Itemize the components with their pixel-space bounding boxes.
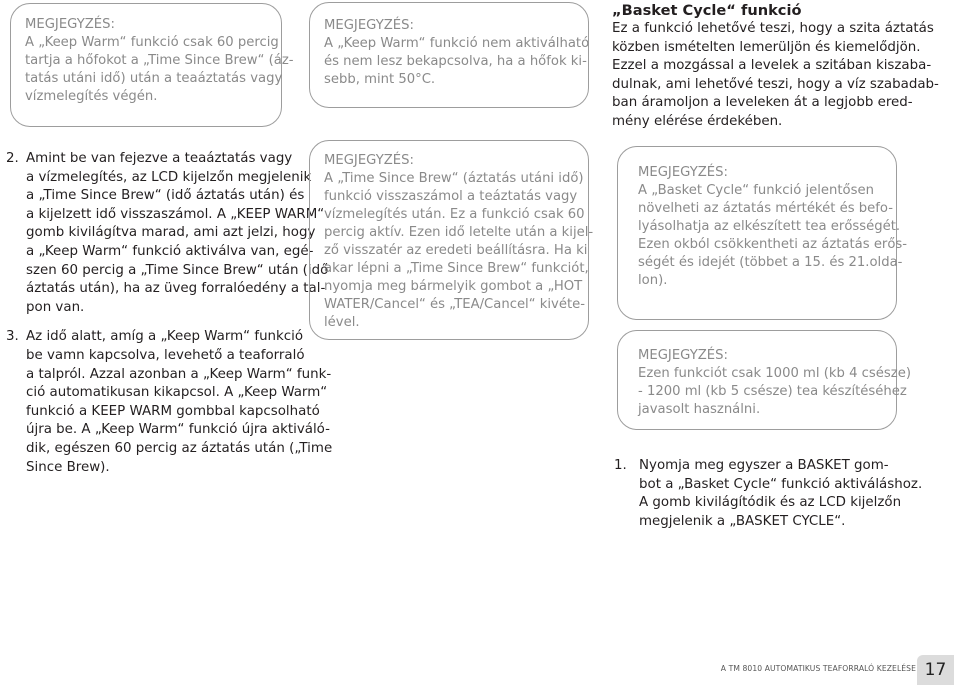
page-number-text: 17 bbox=[924, 660, 947, 680]
step-line: a vízmelegítés, az LCD kijelzőn megjelenik bbox=[26, 169, 312, 185]
step-number: 2. bbox=[6, 151, 19, 166]
step-line: ció automatikusan kikapcsol. A „Keep Warm“ bbox=[26, 385, 328, 401]
step-number: 3. bbox=[6, 329, 19, 345]
step-line: Since Brew). bbox=[26, 459, 110, 475]
note-line: ző visszatér az eredeti beállításra. Ha ki bbox=[324, 243, 588, 258]
step-line: pon van. bbox=[26, 299, 85, 315]
basket-cycle-title: „Basket Cycle“ funkció bbox=[612, 2, 802, 19]
step-line: A gomb kivilágítódik és az LCD kijelzőn bbox=[639, 495, 902, 511]
note-box-time-since-brew bbox=[309, 140, 594, 340]
note-line: - 1200 ml (kb 5 csésze) tea készítéséhez bbox=[638, 384, 907, 399]
note-box-basket-strength bbox=[617, 146, 908, 320]
note-box-keep-warm-duration bbox=[10, 3, 294, 127]
note-line: vízmelegítés után. Ez a funkció csak 60 bbox=[324, 207, 585, 222]
note-line: lével. bbox=[324, 315, 360, 330]
note-line: tatás utáni idő) után a teaáztatás vagy bbox=[25, 71, 283, 86]
note-line: WATER/Cancel“ és „TEA/Cancel“ kivéte- bbox=[324, 297, 586, 312]
note-heading: MEGJEGYZÉS: bbox=[25, 17, 115, 32]
basket-line: mény elérése érdekében. bbox=[612, 113, 783, 129]
step-number: 1. bbox=[614, 458, 627, 473]
note-line: funkció visszaszámol a teáztatás vagy bbox=[324, 189, 578, 204]
note-line: A „Keep Warm“ funkció nem aktiválható bbox=[324, 36, 590, 51]
step-line: áztatás után), ha az üveg forralóedény a tal- bbox=[26, 281, 326, 297]
step-1-basket bbox=[614, 457, 923, 531]
step-line: bot a „Basket Cycle“ funkció aktiváláshoz. bbox=[639, 476, 923, 492]
note-heading: MEGJEGYZÉS: bbox=[324, 153, 414, 168]
note-line: A „Keep Warm“ funkció csak 60 percig bbox=[25, 35, 279, 50]
step-3 bbox=[6, 328, 333, 477]
step-line: Amint be van fejezve a teaáztatás vagy bbox=[26, 151, 293, 166]
note-line: javasolt használni. bbox=[638, 402, 761, 417]
note-box-keep-warm-temperature bbox=[309, 2, 589, 108]
note-line: Ezen funkciót csak 1000 ml (kb 4 csésze) bbox=[638, 366, 911, 381]
note-line: ségét és idejét (többet a 15. és 21.olda- bbox=[638, 255, 903, 270]
basket-line: dulnak, ami lehetővé teszi, hogy a víz szabadab- bbox=[612, 76, 939, 92]
steps-left bbox=[6, 150, 333, 477]
note-line: A „Basket Cycle“ funkció jelentősen bbox=[638, 183, 874, 198]
step-line: szen 60 percig a „Time Since Brew“ után (idő bbox=[26, 262, 329, 278]
note-line: tartja a hőfokot a „Time Since Brew“ (áz- bbox=[25, 53, 294, 68]
note-line: akar lépni a „Time Since Brew“ funkciót, bbox=[324, 261, 589, 276]
step-line: újra be. A „Keep Warm“ funkció újra aktiváló- bbox=[26, 422, 330, 438]
note-line: percig aktív. Ezen idő letelte után a kijel- bbox=[324, 225, 594, 240]
basket-cycle-section bbox=[612, 2, 957, 132]
page-number bbox=[917, 655, 954, 685]
note-line: sebb, mint 50°C. bbox=[324, 72, 436, 87]
step-line: megjelenik a „BASKET CYCLE“. bbox=[639, 513, 846, 529]
step-line: a „Time Since Brew“ (idő áztatás után) és bbox=[26, 188, 305, 204]
step-line: a „Keep Warm“ funkció aktiválva van, egé- bbox=[26, 243, 314, 259]
note-line: növelheti az áztatás mértékét és befo- bbox=[638, 201, 893, 216]
note-heading: MEGJEGYZÉS: bbox=[638, 348, 728, 363]
step-line: gomb kivilágítva marad, ami azt jelzi, hogy bbox=[26, 225, 316, 241]
note-line: vízmelegítés végén. bbox=[25, 89, 158, 104]
step-line: dik, egészen 60 percig az áztatás után („Time bbox=[26, 440, 333, 456]
step-line: be vamn kapcsolva, levehető a teaforraló bbox=[26, 347, 305, 363]
step-line: funkció a KEEP WARM gombbal kapcsolható bbox=[26, 403, 320, 419]
note-line: nyomja meg bármelyik gombot a „HOT bbox=[324, 279, 583, 294]
note-heading: MEGJEGYZÉS: bbox=[324, 18, 414, 33]
step-2 bbox=[6, 150, 329, 317]
basket-line: ban áramoljon a leveleken át a legjobb ered- bbox=[612, 95, 913, 111]
footer-title: A TM 8010 AUTOMATIKUS TEAFORRALÓ KEZELÉSE bbox=[720, 664, 916, 673]
step-1 bbox=[614, 457, 923, 531]
note-box-basket-volume bbox=[617, 330, 911, 430]
basket-line: Ez a funkció lehetővé teszi, hogy a szita áztatás bbox=[612, 21, 934, 36]
basket-line: közben ismételten lemerüljön és kiemelődjön. bbox=[612, 39, 921, 55]
step-line: a kijelzett idő visszaszámol. A „KEEP WARM“ bbox=[26, 206, 325, 222]
step-line: Nyomja meg egyszer a BASKET gom- bbox=[639, 458, 889, 473]
note-line: és nem lesz bekapcsolva, ha a hőfok ki- bbox=[324, 54, 587, 69]
note-line: lon). bbox=[638, 273, 668, 288]
basket-line: Ezzel a mozgással a levelek a szitában kiszaba- bbox=[612, 58, 932, 74]
step-line: a talpról. Azzal azonban a „Keep Warm“ funk- bbox=[26, 366, 332, 382]
step-line: Az idő alatt, amíg a „Keep Warm“ funkció bbox=[26, 329, 304, 345]
note-line: A „Time Since Brew“ (áztatás utáni idő) bbox=[324, 171, 584, 186]
note-line: lyásolhatja az elkészített tea erősségét. bbox=[638, 219, 901, 234]
note-heading: MEGJEGYZÉS: bbox=[638, 165, 728, 180]
note-line: Ezen okból csökkentheti az áztatás erős- bbox=[638, 237, 908, 252]
